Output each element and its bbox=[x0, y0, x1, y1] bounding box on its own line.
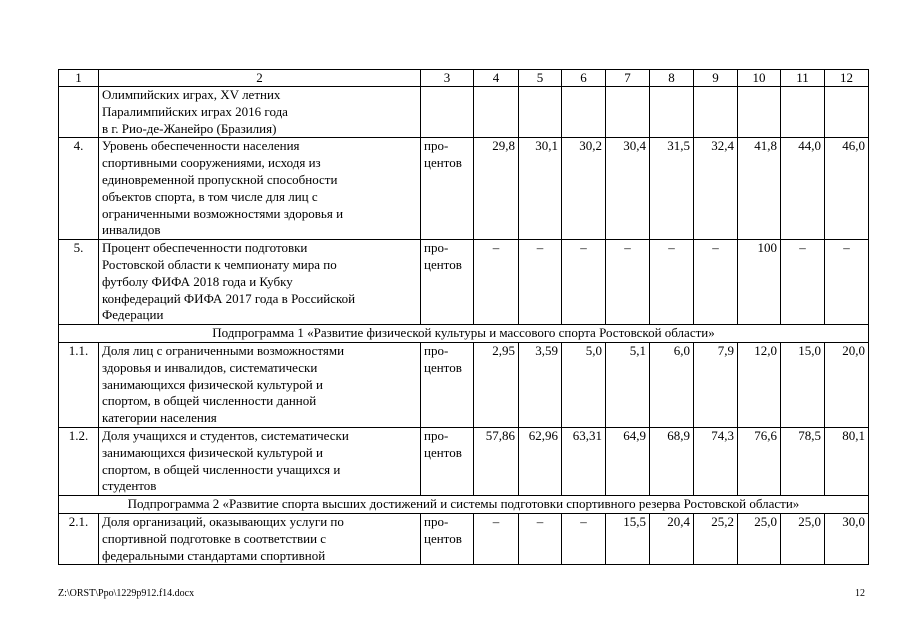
header-cell: 8 bbox=[650, 70, 694, 87]
header-cell: 6 bbox=[562, 70, 606, 87]
row-number: 4. bbox=[59, 138, 99, 240]
section-row bbox=[59, 325, 869, 343]
header-cell: 9 bbox=[694, 70, 738, 87]
section-row bbox=[59, 496, 869, 514]
value-cell: 78,5 bbox=[781, 427, 825, 495]
value-cell: 32,4 bbox=[694, 138, 738, 240]
unit-cell: про- центов bbox=[421, 240, 474, 325]
value-cell: 15,5 bbox=[606, 513, 650, 564]
section-title: Подпрограмма 2 «Развитие спорта высших достижений и системы подготовки спортивного резерва Ростовской области» bbox=[59, 496, 869, 514]
unit-cell: про- центов bbox=[421, 138, 474, 240]
indicator-name: Процент обеспеченности подготовки Ростовской области к чемпионату мира по футболу ФИФА 2018 года и Кубку конфедераций ФИФА 2017 года в Российской Федерации bbox=[99, 240, 421, 325]
value-cell: 41,8 bbox=[738, 138, 781, 240]
value-cell bbox=[606, 87, 650, 138]
indicator-name: Олимпийских играх, XV летних Паралимпийских играх 2016 года в г. Рио-де-Жанейро (Бразилия) bbox=[99, 87, 421, 138]
value-cell bbox=[694, 87, 738, 138]
header-cell: 10 bbox=[738, 70, 781, 87]
value-cell: 76,6 bbox=[738, 427, 781, 495]
value-cell: 80,1 bbox=[825, 427, 869, 495]
value-cell bbox=[738, 87, 781, 138]
value-cell: – bbox=[781, 240, 825, 325]
value-cell: 57,86 bbox=[474, 427, 519, 495]
value-cell: 20,4 bbox=[650, 513, 694, 564]
value-cell: – bbox=[519, 240, 562, 325]
value-cell: – bbox=[694, 240, 738, 325]
value-cell: 25,2 bbox=[694, 513, 738, 564]
value-cell: 30,1 bbox=[519, 138, 562, 240]
value-cell: 30,4 bbox=[606, 138, 650, 240]
value-cell: 64,9 bbox=[606, 427, 650, 495]
table-header-row bbox=[59, 70, 869, 87]
section-title: Подпрограмма 1 «Развитие физической культуры и массового спорта Ростовской области» bbox=[59, 325, 869, 343]
value-cell: – bbox=[562, 240, 606, 325]
table-row bbox=[59, 342, 869, 427]
footer-page-number: 12 bbox=[855, 588, 865, 599]
table-body bbox=[59, 70, 869, 565]
table-row bbox=[59, 87, 869, 138]
value-cell bbox=[474, 87, 519, 138]
table-row bbox=[59, 138, 869, 240]
row-number bbox=[59, 87, 99, 138]
value-cell: 29,8 bbox=[474, 138, 519, 240]
value-cell: – bbox=[606, 240, 650, 325]
table-row bbox=[59, 427, 869, 495]
row-number: 1.1. bbox=[59, 342, 99, 427]
value-cell: 74,3 bbox=[694, 427, 738, 495]
value-cell: – bbox=[562, 513, 606, 564]
unit-cell: про- центов bbox=[421, 513, 474, 564]
value-cell: – bbox=[825, 240, 869, 325]
indicator-name: Доля лиц с ограниченными возможностями здоровья и инвалидов, систематически занимающихся физической культурой и спортом, в общей численности данной категории населения bbox=[99, 342, 421, 427]
header-cell: 11 bbox=[781, 70, 825, 87]
value-cell: – bbox=[474, 240, 519, 325]
value-cell: 7,9 bbox=[694, 342, 738, 427]
value-cell: 2,95 bbox=[474, 342, 519, 427]
table-row bbox=[59, 513, 869, 564]
row-number: 1.2. bbox=[59, 427, 99, 495]
indicator-name: Доля организаций, оказывающих услуги по спортивной подготовке в соответствии с федеральными стандартами спортивной bbox=[99, 513, 421, 564]
header-cell: 3 bbox=[421, 70, 474, 87]
value-cell: 25,0 bbox=[781, 513, 825, 564]
value-cell: 3,59 bbox=[519, 342, 562, 427]
value-cell: 5,1 bbox=[606, 342, 650, 427]
value-cell: 62,96 bbox=[519, 427, 562, 495]
value-cell: – bbox=[519, 513, 562, 564]
header-cell: 12 bbox=[825, 70, 869, 87]
footer-file-path: Z:\ORST\Ppo\1229p912.f14.docx bbox=[58, 588, 195, 599]
value-cell: 44,0 bbox=[781, 138, 825, 240]
indicator-name: Уровень обеспеченности населения спортивными сооружениями, исходя из единовременной пропускной способности объектов спорта, в том числе для лиц с ограниченными возможностями здоровья и инвалидов bbox=[99, 138, 421, 240]
value-cell bbox=[781, 87, 825, 138]
value-cell: 15,0 bbox=[781, 342, 825, 427]
indicator-name: Доля учащихся и студентов, систематически занимающихся физической культурой и спортом, в общей численности учащихся и студентов bbox=[99, 427, 421, 495]
header-cell: 2 bbox=[99, 70, 421, 87]
value-cell: 30,2 bbox=[562, 138, 606, 240]
value-cell: 68,9 bbox=[650, 427, 694, 495]
value-cell: 5,0 bbox=[562, 342, 606, 427]
value-cell bbox=[519, 87, 562, 138]
value-cell: 12,0 bbox=[738, 342, 781, 427]
unit-cell: про- центов bbox=[421, 427, 474, 495]
value-cell: 46,0 bbox=[825, 138, 869, 240]
value-cell: 20,0 bbox=[825, 342, 869, 427]
header-cell: 5 bbox=[519, 70, 562, 87]
value-cell: – bbox=[650, 240, 694, 325]
value-cell bbox=[825, 87, 869, 138]
value-cell: 30,0 bbox=[825, 513, 869, 564]
value-cell: 6,0 bbox=[650, 342, 694, 427]
row-number: 5. bbox=[59, 240, 99, 325]
unit-cell: про- центов bbox=[421, 342, 474, 427]
value-cell: – bbox=[474, 513, 519, 564]
row-number: 2.1. bbox=[59, 513, 99, 564]
header-cell: 4 bbox=[474, 70, 519, 87]
header-cell: 7 bbox=[606, 70, 650, 87]
header-cell: 1 bbox=[59, 70, 99, 87]
value-cell: 63,31 bbox=[562, 427, 606, 495]
indicators-table bbox=[58, 69, 869, 565]
value-cell bbox=[650, 87, 694, 138]
table-row bbox=[59, 240, 869, 325]
value-cell: 31,5 bbox=[650, 138, 694, 240]
unit-cell bbox=[421, 87, 474, 138]
value-cell: 100 bbox=[738, 240, 781, 325]
value-cell bbox=[562, 87, 606, 138]
value-cell: 25,0 bbox=[738, 513, 781, 564]
